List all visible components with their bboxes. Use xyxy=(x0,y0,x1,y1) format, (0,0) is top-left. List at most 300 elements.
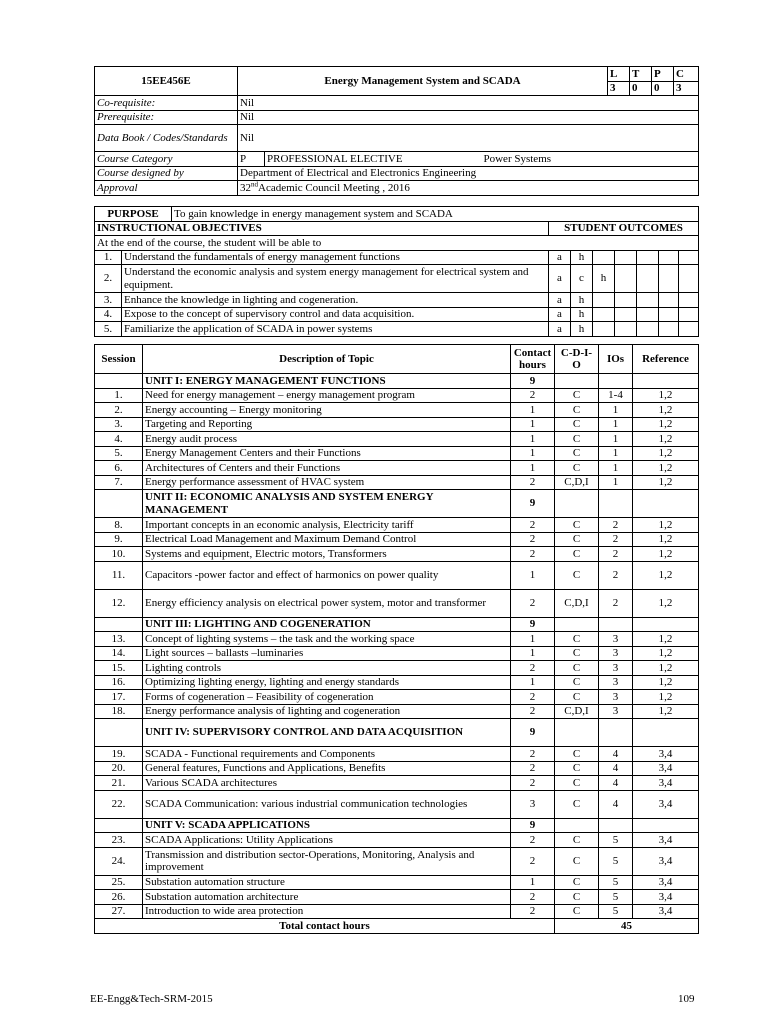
session-row xyxy=(95,690,699,705)
unit-empty xyxy=(633,374,699,389)
outcome-3 xyxy=(593,307,615,322)
session-hours: 1 xyxy=(511,675,555,690)
ltpc-value-p: 0 xyxy=(652,81,674,96)
session-topic: Important concepts in an economic analysis, Electricity tariff xyxy=(143,518,511,533)
unit-empty xyxy=(555,374,599,389)
session-number: 8. xyxy=(95,518,143,533)
databook-label: Data Book / Codes/Standards xyxy=(95,125,238,152)
session-cdio: C xyxy=(555,875,599,890)
approval-suffix: nd xyxy=(251,180,258,188)
session-reference: 1,2 xyxy=(633,432,699,447)
session-number: 2. xyxy=(95,403,143,418)
objective-row xyxy=(95,250,699,265)
unit-empty xyxy=(633,617,699,632)
session-cdio: C xyxy=(555,675,599,690)
outcome-2: h xyxy=(571,250,593,265)
session-number: 15. xyxy=(95,661,143,676)
session-topic: Substation automation structure xyxy=(143,875,511,890)
session-cdio: C xyxy=(555,632,599,647)
outcome-1: a xyxy=(549,293,571,308)
unit-empty xyxy=(633,719,699,747)
session-reference: 3,4 xyxy=(633,890,699,905)
session-hours: 2 xyxy=(511,904,555,919)
session-cdio: C,D,I xyxy=(555,475,599,490)
session-cdio: C xyxy=(555,547,599,562)
session-ios: 2 xyxy=(599,532,633,547)
unit-empty xyxy=(633,818,699,833)
ltpc-label-c: C xyxy=(674,67,699,82)
session-cdio: C xyxy=(555,417,599,432)
outcome-3 xyxy=(593,250,615,265)
objective-text: Expose to the concept of supervisory control and data acquisition. xyxy=(122,307,549,322)
unit-row xyxy=(95,818,699,833)
session-cdio: C xyxy=(555,446,599,461)
session-row xyxy=(95,646,699,661)
session-topic: Energy performance assessment of HVAC system xyxy=(143,475,511,490)
ltpc-label-l: L xyxy=(608,67,630,82)
objective-text: Familiarize the application of SCADA in power systems xyxy=(122,322,549,337)
session-topic: Optimizing lighting energy, lighting and energy standards xyxy=(143,675,511,690)
session-topic: Light sources – ballasts –luminaries xyxy=(143,646,511,661)
session-number: 11. xyxy=(95,561,143,589)
session-reference: 1,2 xyxy=(633,417,699,432)
session-number: 10. xyxy=(95,547,143,562)
session-topic: Energy performance analysis of lighting and cogeneration xyxy=(143,704,511,719)
session-number: 19. xyxy=(95,747,143,762)
outcome-1: a xyxy=(549,265,571,293)
session-number: 6. xyxy=(95,461,143,476)
session-ios: 5 xyxy=(599,904,633,919)
session-row xyxy=(95,875,699,890)
session-reference: 3,4 xyxy=(633,747,699,762)
session-topic: Energy accounting – Energy monitoring xyxy=(143,403,511,418)
session-row xyxy=(95,475,699,490)
session-row xyxy=(95,632,699,647)
session-ios: 1 xyxy=(599,461,633,476)
session-row xyxy=(95,747,699,762)
sessions-table xyxy=(94,344,699,934)
session-number: 17. xyxy=(95,690,143,705)
ltpc-value-c: 3 xyxy=(674,81,699,96)
ltpc-value-l: 3 xyxy=(608,81,630,96)
ltpc-label-p: P xyxy=(652,67,674,82)
session-hours: 2 xyxy=(511,532,555,547)
session-hours: 2 xyxy=(511,475,555,490)
session-row xyxy=(95,461,699,476)
objective-num: 4. xyxy=(95,307,122,322)
designed-by-value: Department of Electrical and Electronics Engineering xyxy=(238,166,699,181)
session-number: 26. xyxy=(95,890,143,905)
session-cdio: C xyxy=(555,890,599,905)
session-hours: 2 xyxy=(511,776,555,791)
unit-title: UNIT III: LIGHTING AND COGENERATION xyxy=(143,617,511,632)
prerequisite-value: Nil xyxy=(238,110,699,125)
header-contact-hours: Contact hours xyxy=(511,345,555,374)
session-cdio: C xyxy=(555,761,599,776)
course-info-table xyxy=(94,66,699,196)
objectives-table xyxy=(94,206,699,337)
header-reference: Reference xyxy=(633,345,699,374)
ltpc-label-t: T xyxy=(630,67,652,82)
session-row xyxy=(95,388,699,403)
outcome-3 xyxy=(593,293,615,308)
objective-num: 2. xyxy=(95,265,122,293)
corequisite-label: Co-requisite: xyxy=(95,96,238,111)
unit-hours: 9 xyxy=(511,719,555,747)
session-number: 23. xyxy=(95,833,143,848)
session-topic: Capacitors -power factor and effect of harmonics on power quality xyxy=(143,561,511,589)
session-ios: 1 xyxy=(599,475,633,490)
session-row xyxy=(95,890,699,905)
unit-spacer xyxy=(95,490,143,518)
objective-row xyxy=(95,307,699,322)
session-ios: 3 xyxy=(599,690,633,705)
session-number: 16. xyxy=(95,675,143,690)
session-row xyxy=(95,417,699,432)
session-number: 13. xyxy=(95,632,143,647)
session-topic: Introduction to wide area protection xyxy=(143,904,511,919)
session-ios: 2 xyxy=(599,589,633,617)
session-reference: 3,4 xyxy=(633,833,699,848)
session-cdio: C xyxy=(555,790,599,818)
total-label: Total contact hours xyxy=(95,919,555,934)
session-row xyxy=(95,561,699,589)
unit-spacer xyxy=(95,719,143,747)
session-row xyxy=(95,776,699,791)
session-number: 18. xyxy=(95,704,143,719)
header-description: Description of Topic xyxy=(143,345,511,374)
session-number: 22. xyxy=(95,790,143,818)
session-row xyxy=(95,432,699,447)
session-reference: 3,4 xyxy=(633,776,699,791)
course-code: 15EE456E xyxy=(95,67,238,96)
session-hours: 3 xyxy=(511,790,555,818)
header-cdio: C-D-I-O xyxy=(555,345,599,374)
session-topic: Concept of lighting systems – the task and the working space xyxy=(143,632,511,647)
outcome-2: h xyxy=(571,307,593,322)
session-ios: 4 xyxy=(599,747,633,762)
session-cdio: C xyxy=(555,432,599,447)
objective-row xyxy=(95,322,699,337)
session-row xyxy=(95,518,699,533)
session-number: 3. xyxy=(95,417,143,432)
session-hours: 1 xyxy=(511,561,555,589)
session-topic: Energy efficiency analysis on electrical power system, motor and transformer xyxy=(143,589,511,617)
unit-hours: 9 xyxy=(511,818,555,833)
session-reference: 1,2 xyxy=(633,403,699,418)
session-topic: Transmission and distribution sector-Operations, Monitoring, Analysis and improvement xyxy=(143,847,511,875)
objective-row xyxy=(95,265,699,293)
session-number: 20. xyxy=(95,761,143,776)
session-cdio: C xyxy=(555,561,599,589)
unit-empty xyxy=(599,490,633,518)
session-hours: 1 xyxy=(511,646,555,661)
session-row xyxy=(95,446,699,461)
prerequisite-label: Prerequisite: xyxy=(95,110,238,125)
unit-empty xyxy=(555,617,599,632)
session-ios: 3 xyxy=(599,632,633,647)
unit-title: UNIT II: ECONOMIC ANALYSIS AND SYSTEM ENERGY MANAGEMENT xyxy=(143,490,511,518)
approval-text: Academic Council Meeting , 2016 xyxy=(258,181,410,194)
session-row xyxy=(95,547,699,562)
unit-row xyxy=(95,490,699,518)
session-cdio: C xyxy=(555,518,599,533)
session-number: 24. xyxy=(95,847,143,875)
session-reference: 1,2 xyxy=(633,446,699,461)
unit-hours: 9 xyxy=(511,490,555,518)
session-topic: Architectures of Centers and their Functions xyxy=(143,461,511,476)
session-ios: 4 xyxy=(599,761,633,776)
category-label: Course Category xyxy=(95,152,238,167)
session-cdio: C xyxy=(555,847,599,875)
session-reference: 1,2 xyxy=(633,675,699,690)
outcome-1: a xyxy=(549,307,571,322)
session-number: 1. xyxy=(95,388,143,403)
session-ios: 3 xyxy=(599,675,633,690)
outcome-2: c xyxy=(571,265,593,293)
category-code: P xyxy=(238,152,265,167)
category-type: PROFESSIONAL ELECTIVE xyxy=(265,152,482,167)
session-cdio: C xyxy=(555,690,599,705)
session-row xyxy=(95,704,699,719)
session-reference: 1,2 xyxy=(633,475,699,490)
session-ios: 3 xyxy=(599,704,633,719)
outcome-1: a xyxy=(549,322,571,337)
session-hours: 2 xyxy=(511,518,555,533)
session-reference: 3,4 xyxy=(633,790,699,818)
session-topic: Need for energy management – energy management program xyxy=(143,388,511,403)
objective-num: 3. xyxy=(95,293,122,308)
unit-title: UNIT IV: SUPERVISORY CONTROL AND DATA ACQUISITION xyxy=(143,719,511,747)
session-number: 25. xyxy=(95,875,143,890)
purpose-label: PURPOSE xyxy=(95,207,172,222)
unit-empty xyxy=(599,719,633,747)
session-ios: 2 xyxy=(599,561,633,589)
designed-by-label: Course designed by xyxy=(95,166,238,181)
session-cdio: C xyxy=(555,661,599,676)
course-title: Energy Management System and SCADA xyxy=(238,67,608,96)
unit-spacer xyxy=(95,374,143,389)
session-cdio: C,D,I xyxy=(555,704,599,719)
session-reference: 1,2 xyxy=(633,646,699,661)
session-hours: 2 xyxy=(511,589,555,617)
session-ios: 1-4 xyxy=(599,388,633,403)
unit-empty xyxy=(599,617,633,632)
session-hours: 1 xyxy=(511,403,555,418)
session-reference: 1,2 xyxy=(633,561,699,589)
objective-num: 1. xyxy=(95,250,122,265)
session-row xyxy=(95,790,699,818)
session-topic: General features, Functions and Applications, Benefits xyxy=(143,761,511,776)
unit-row xyxy=(95,719,699,747)
outcome-3 xyxy=(593,322,615,337)
session-cdio: C xyxy=(555,532,599,547)
objective-text: Understand the economic analysis and system energy management for electrical system and equipment. xyxy=(122,265,549,293)
session-row xyxy=(95,661,699,676)
unit-spacer xyxy=(95,617,143,632)
session-hours: 1 xyxy=(511,461,555,476)
session-topic: Various SCADA architectures xyxy=(143,776,511,791)
header-ios: IOs xyxy=(599,345,633,374)
session-hours: 1 xyxy=(511,632,555,647)
session-number: 4. xyxy=(95,432,143,447)
unit-row xyxy=(95,617,699,632)
session-cdio: C,D,I xyxy=(555,589,599,617)
session-ios: 1 xyxy=(599,403,633,418)
session-reference: 1,2 xyxy=(633,518,699,533)
session-ios: 4 xyxy=(599,790,633,818)
unit-hours: 9 xyxy=(511,617,555,632)
session-reference: 1,2 xyxy=(633,690,699,705)
session-ios: 1 xyxy=(599,432,633,447)
session-hours: 1 xyxy=(511,432,555,447)
session-ios: 1 xyxy=(599,417,633,432)
session-number: 21. xyxy=(95,776,143,791)
session-reference: 1,2 xyxy=(633,589,699,617)
session-ios: 1 xyxy=(599,446,633,461)
session-hours: 2 xyxy=(511,890,555,905)
objective-text: Enhance the knowledge in lighting and cogeneration. xyxy=(122,293,549,308)
header-session: Session xyxy=(95,345,143,374)
unit-hours: 9 xyxy=(511,374,555,389)
session-ios: 5 xyxy=(599,847,633,875)
session-number: 9. xyxy=(95,532,143,547)
outcome-2: h xyxy=(571,293,593,308)
sessions-body xyxy=(95,374,699,919)
session-cdio: C xyxy=(555,747,599,762)
unit-empty xyxy=(599,374,633,389)
session-reference: 1,2 xyxy=(633,661,699,676)
session-row xyxy=(95,904,699,919)
session-number: 12. xyxy=(95,589,143,617)
session-cdio: C xyxy=(555,833,599,848)
session-hours: 2 xyxy=(511,388,555,403)
session-topic: Energy audit process xyxy=(143,432,511,447)
session-cdio: C xyxy=(555,388,599,403)
session-hours: 2 xyxy=(511,833,555,848)
session-hours: 2 xyxy=(511,847,555,875)
session-cdio: C xyxy=(555,646,599,661)
session-number: 27. xyxy=(95,904,143,919)
session-topic: Targeting and Reporting xyxy=(143,417,511,432)
session-reference: 1,2 xyxy=(633,388,699,403)
unit-spacer xyxy=(95,818,143,833)
session-hours: 2 xyxy=(511,661,555,676)
unit-title: UNIT I: ENERGY MANAGEMENT FUNCTIONS xyxy=(143,374,511,389)
session-cdio: C xyxy=(555,403,599,418)
unit-row xyxy=(95,374,699,389)
session-ios: 5 xyxy=(599,890,633,905)
session-ios: 5 xyxy=(599,833,633,848)
session-topic: Systems and equipment, Electric motors, Transformers xyxy=(143,547,511,562)
session-topic: Energy Management Centers and their Functions xyxy=(143,446,511,461)
session-reference: 1,2 xyxy=(633,704,699,719)
objective-text: Understand the fundamentals of energy management functions xyxy=(122,250,549,265)
session-topic: SCADA Communication: various industrial communication technologies xyxy=(143,790,511,818)
unit-title: UNIT V: SCADA APPLICATIONS xyxy=(143,818,511,833)
session-row xyxy=(95,847,699,875)
session-ios: 2 xyxy=(599,547,633,562)
databook-value: Nil xyxy=(238,125,699,152)
session-hours: 2 xyxy=(511,747,555,762)
approval-label: Approval xyxy=(95,181,238,196)
approval-value xyxy=(238,181,699,196)
session-reference: 3,4 xyxy=(633,847,699,875)
session-topic: Forms of cogeneration – Feasibility of cogeneration xyxy=(143,690,511,705)
session-hours: 1 xyxy=(511,875,555,890)
unit-empty xyxy=(555,490,599,518)
session-hours: 2 xyxy=(511,690,555,705)
session-topic: Substation automation architecture xyxy=(143,890,511,905)
session-row xyxy=(95,532,699,547)
outcomes-heading: STUDENT OUTCOMES xyxy=(549,221,699,236)
outcome-3: h xyxy=(593,265,615,293)
session-hours: 2 xyxy=(511,547,555,562)
objective-row xyxy=(95,293,699,308)
category-area: Power Systems xyxy=(482,152,699,167)
session-reference: 1,2 xyxy=(633,632,699,647)
ltpc-value-t: 0 xyxy=(630,81,652,96)
objective-num: 5. xyxy=(95,322,122,337)
purpose-text: To gain knowledge in energy management system and SCADA xyxy=(172,207,699,222)
session-reference: 3,4 xyxy=(633,761,699,776)
session-reference: 1,2 xyxy=(633,532,699,547)
session-ios: 5 xyxy=(599,875,633,890)
session-ios: 3 xyxy=(599,661,633,676)
session-topic: Electrical Load Management and Maximum Demand Control xyxy=(143,532,511,547)
outcome-1: a xyxy=(549,250,571,265)
objectives-intro: At the end of the course, the student will be able to xyxy=(95,236,699,251)
unit-empty xyxy=(633,490,699,518)
session-row xyxy=(95,675,699,690)
session-ios: 3 xyxy=(599,646,633,661)
page-number: 109 xyxy=(678,993,695,1005)
session-reference: 3,4 xyxy=(633,904,699,919)
session-ios: 2 xyxy=(599,518,633,533)
session-number: 14. xyxy=(95,646,143,661)
session-topic: Lighting controls xyxy=(143,661,511,676)
session-row xyxy=(95,761,699,776)
session-cdio: C xyxy=(555,776,599,791)
outcome-2: h xyxy=(571,322,593,337)
session-row xyxy=(95,589,699,617)
unit-empty xyxy=(555,719,599,747)
session-number: 7. xyxy=(95,475,143,490)
session-hours: 1 xyxy=(511,417,555,432)
session-topic: SCADA Applications: Utility Applications xyxy=(143,833,511,848)
session-reference: 3,4 xyxy=(633,875,699,890)
session-number: 5. xyxy=(95,446,143,461)
corequisite-value: Nil xyxy=(238,96,699,111)
session-hours: 2 xyxy=(511,704,555,719)
unit-empty xyxy=(555,818,599,833)
session-reference: 1,2 xyxy=(633,547,699,562)
session-topic: SCADA - Functional requirements and Components xyxy=(143,747,511,762)
footer-left: EE-Engg&Tech-SRM-2015 xyxy=(90,993,213,1005)
session-row xyxy=(95,403,699,418)
total-value: 45 xyxy=(555,919,699,934)
session-row xyxy=(95,833,699,848)
session-cdio: C xyxy=(555,461,599,476)
objectives-heading: INSTRUCTIONAL OBJECTIVES xyxy=(95,221,549,236)
approval-ordinal: 32 xyxy=(240,181,251,194)
unit-empty xyxy=(599,818,633,833)
session-reference: 1,2 xyxy=(633,461,699,476)
session-hours: 2 xyxy=(511,761,555,776)
session-ios: 4 xyxy=(599,776,633,791)
session-cdio: C xyxy=(555,904,599,919)
session-hours: 1 xyxy=(511,446,555,461)
